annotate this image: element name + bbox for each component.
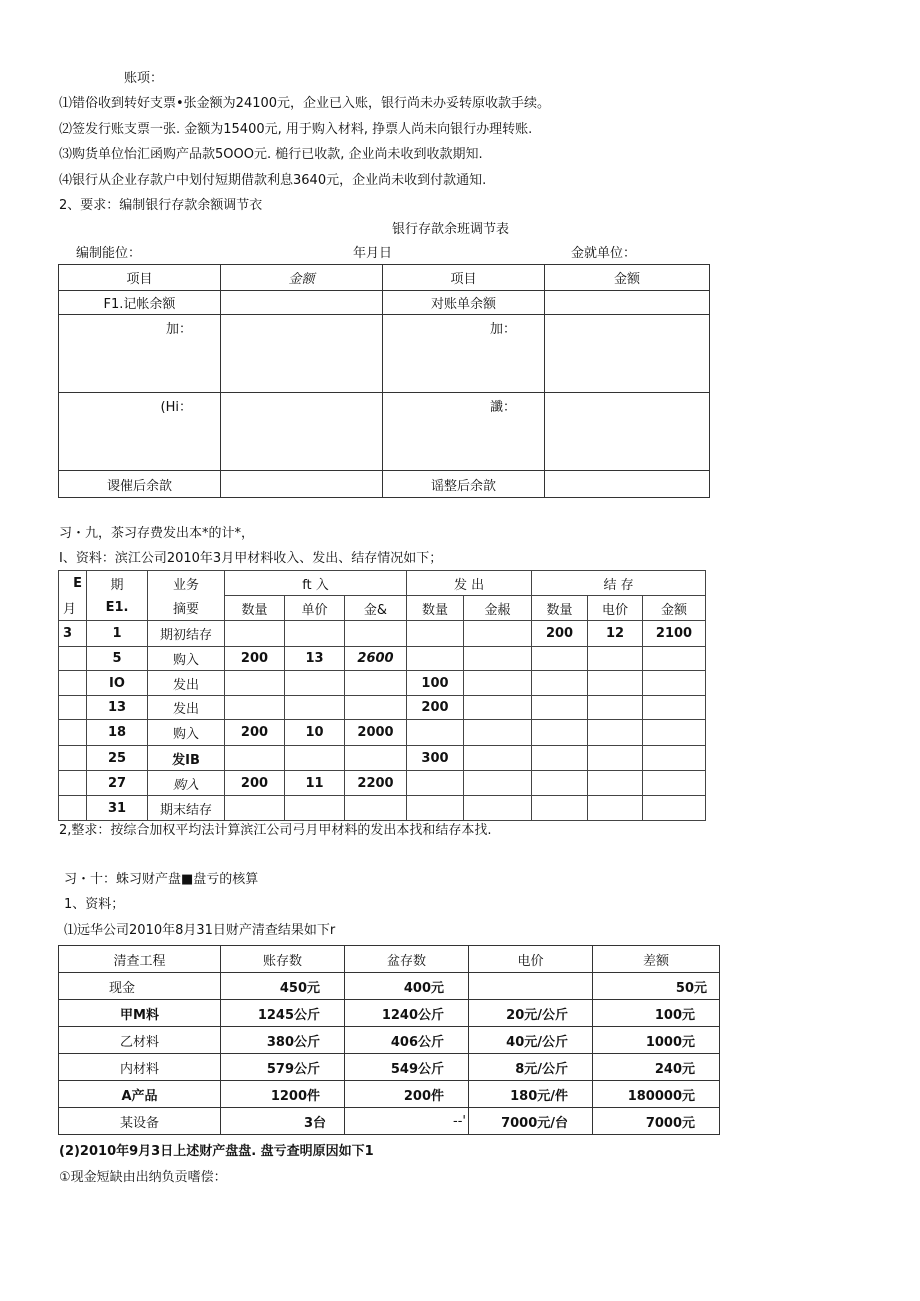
row-book: 450元 — [221, 973, 345, 1000]
col-amount: 金额 — [221, 265, 383, 291]
month-blank — [59, 796, 87, 821]
h-balance: 结 存 — [532, 571, 706, 596]
adjusted-balance-left-value — [221, 471, 383, 498]
row-diff: 180000元 — [593, 1081, 720, 1108]
h-month-2: 月 — [59, 596, 87, 621]
row-diff: 50元 — [593, 973, 720, 1000]
adjusted-balance-right-value — [545, 471, 710, 498]
row-bal-price: 12 — [588, 621, 643, 647]
row-bal-amt — [643, 647, 706, 671]
row-in-amt: 2600 — [345, 647, 407, 671]
row-actual: --' — [345, 1108, 469, 1135]
h-bal-qty: 数量 — [532, 596, 588, 621]
row-in-price — [285, 696, 345, 720]
h-in-amt: 金& — [345, 596, 407, 621]
row-out-amt — [464, 720, 532, 746]
add-left: 加： — [59, 315, 221, 393]
row-diff: 7000元 — [593, 1108, 720, 1135]
row-day: 13 — [87, 696, 148, 720]
col-check-item: 清查工程 — [59, 946, 221, 973]
row-in-qty — [225, 746, 285, 771]
reconciliation-table — [58, 264, 710, 498]
row-in-price — [285, 671, 345, 696]
add-left-value — [221, 315, 383, 393]
statement-balance-label: 对账单余额 — [383, 291, 545, 315]
row-out-amt — [464, 696, 532, 720]
section1-heading: 账项： — [124, 71, 164, 86]
row-in-amt: 2200 — [345, 771, 407, 796]
row-in-amt — [345, 671, 407, 696]
col-unit-price: 电价 — [469, 946, 593, 973]
row-day: 18 — [87, 720, 148, 746]
item-1: ⑴错俗收到转好支票•张金额为24100元，企业已入账，银行尚未办妥转原收款手续。 — [59, 96, 551, 111]
unit-left: 编制能位： — [76, 246, 142, 261]
row-in-price: 11 — [285, 771, 345, 796]
row-in-qty: 200 — [225, 771, 285, 796]
col-item: 项目 — [59, 265, 221, 291]
row-bal-qty — [532, 696, 588, 720]
row-bal-price — [588, 746, 643, 771]
h-out-amt: 金赧 — [464, 596, 532, 621]
row-price: 40元/公斤 — [469, 1027, 593, 1054]
month-blank — [59, 746, 87, 771]
adjusted-balance-right: 谣整后余歆 — [383, 471, 545, 498]
section3-line1: ⑴远华公司2010年8月31日财产清查结果如下r — [64, 923, 336, 938]
row-in-price — [285, 621, 345, 647]
subtract-left: (Hi： — [59, 393, 221, 471]
row-in-amt — [345, 796, 407, 821]
row-desc: 购入 — [148, 720, 225, 746]
row-bal-qty — [532, 771, 588, 796]
h-in-price: 单价 — [285, 596, 345, 621]
row-bal-amt — [643, 696, 706, 720]
row-out-amt — [464, 771, 532, 796]
row-book: 380公斤 — [221, 1027, 345, 1054]
row-desc: 发出 — [148, 671, 225, 696]
row-desc: 购入 — [148, 647, 225, 671]
row-in-qty — [225, 671, 285, 696]
h-day-2: E1. — [87, 596, 148, 621]
row-desc: 发IB — [148, 746, 225, 771]
col-difference: 差额 — [593, 946, 720, 973]
row-out-qty: 200 — [407, 696, 464, 720]
section2-data: I、资料：滨江公司2010年3月甲材料收入、发出、结存情况如下； — [59, 551, 443, 566]
row-actual: 400元 — [345, 973, 469, 1000]
subtract-right: 讖： — [383, 393, 545, 471]
month-blank — [59, 671, 87, 696]
section3-heading: 习・十：蛛习财产盘■盘亏的核算 — [64, 872, 259, 887]
row-diff: 100元 — [593, 1000, 720, 1027]
add-right: 加： — [383, 315, 545, 393]
row-bal-price — [588, 720, 643, 746]
row-item: 现金 — [59, 973, 221, 1000]
subtract-right-value — [545, 393, 710, 471]
row-day: 27 — [87, 771, 148, 796]
row-out-qty — [407, 771, 464, 796]
row-in-price — [285, 796, 345, 821]
h-day: 期 — [87, 571, 148, 596]
section2-heading: 习・九，茶习存费发出本*的计*， — [59, 526, 255, 541]
row-out-amt — [464, 796, 532, 821]
date-label: 年月日 — [353, 246, 393, 261]
h-summary: 摘要 — [148, 596, 225, 621]
row-price: 180元/件 — [469, 1081, 593, 1108]
row-in-price: 13 — [285, 647, 345, 671]
row-in-amt — [345, 746, 407, 771]
row-price: 8元/公斤 — [469, 1054, 593, 1081]
month-blank — [59, 696, 87, 720]
row-bal-qty — [532, 671, 588, 696]
row-item: 甲M料 — [59, 1000, 221, 1027]
subtract-left-value — [221, 393, 383, 471]
h-issue: 发 出 — [407, 571, 532, 596]
row-price — [469, 973, 593, 1000]
col-item-2: 项目 — [383, 265, 545, 291]
col-amount-2: 金额 — [545, 265, 710, 291]
row-day: 25 — [87, 746, 148, 771]
row-in-amt: 2000 — [345, 720, 407, 746]
row-desc: 期初结存 — [148, 621, 225, 647]
section3-line2: (2)2010年9月3日上述财产盘盘. 盘亏查明原因如下1 — [59, 1144, 374, 1159]
row-book: 1200件 — [221, 1081, 345, 1108]
row-bal-amt — [643, 771, 706, 796]
inventory-count-table — [58, 945, 720, 1135]
row-bal-amt — [643, 720, 706, 746]
h-month: E — [59, 571, 87, 596]
row-book: 3台 — [221, 1108, 345, 1135]
table1-title: 银行存歆余班调节表 — [392, 222, 510, 237]
row-out-qty: 100 — [407, 671, 464, 696]
row-out-amt — [464, 746, 532, 771]
row-actual: 406公斤 — [345, 1027, 469, 1054]
row-desc: 期末结存 — [148, 796, 225, 821]
row-bal-price — [588, 647, 643, 671]
row-bal-price — [588, 671, 643, 696]
row-in-price: 10 — [285, 720, 345, 746]
row-out-qty: 300 — [407, 746, 464, 771]
month-blank — [59, 771, 87, 796]
item-3: ⑶购货单位怡汇函购产品款5OOO元. 槌行已收款, 企业尚未收到收款期知. — [59, 147, 483, 162]
row-day: IO — [87, 671, 148, 696]
row-day: 31 — [87, 796, 148, 821]
section3-line3: ①现金短缺由出纳负贡嗜偿： — [59, 1170, 227, 1185]
row-item: A产品 — [59, 1081, 221, 1108]
row-actual: 200件 — [345, 1081, 469, 1108]
row-bal-qty — [532, 647, 588, 671]
row-out-amt — [464, 621, 532, 647]
requirement-2: 2,整求：按综合加权平均法计算滨江公司弓月甲材料的发出本找和结存本找. — [59, 823, 492, 838]
row-bal-qty — [532, 720, 588, 746]
row-bal-price — [588, 771, 643, 796]
row-in-qty — [225, 621, 285, 647]
row-out-qty — [407, 621, 464, 647]
col-book-qty: 账存数 — [221, 946, 345, 973]
row-out-qty — [407, 796, 464, 821]
row-item: 内材料 — [59, 1054, 221, 1081]
row-bal-amt — [643, 746, 706, 771]
row-in-amt — [345, 621, 407, 647]
adjusted-balance-left: 谡催后余歆 — [59, 471, 221, 498]
row-in-price — [285, 746, 345, 771]
row-bal-qty — [532, 746, 588, 771]
row-in-qty: 200 — [225, 647, 285, 671]
row-bal-price — [588, 796, 643, 821]
col-actual-qty: 盆存数 — [345, 946, 469, 973]
row-bal-price — [588, 696, 643, 720]
row-day: 1 — [87, 621, 148, 647]
inventory-table — [58, 570, 706, 821]
requirement-1: 2、要求：编制银行存款余额调节衣 — [59, 198, 263, 213]
row-price: 20元/公斤 — [469, 1000, 593, 1027]
row-actual: 549公斤 — [345, 1054, 469, 1081]
row-out-qty — [407, 647, 464, 671]
month-value: 3 — [59, 621, 87, 647]
row-in-qty — [225, 696, 285, 720]
row-bal-qty — [532, 796, 588, 821]
row-out-amt — [464, 671, 532, 696]
row-diff: 240元 — [593, 1054, 720, 1081]
row-desc: 发出 — [148, 696, 225, 720]
row-bal-qty: 200 — [532, 621, 588, 647]
row-in-amt — [345, 696, 407, 720]
row-out-amt — [464, 647, 532, 671]
row-diff: 1000元 — [593, 1027, 720, 1054]
item-2: ⑵签发行账支票一张. 金额为15400元, 用于购入材料, 挣票人尚未向银行办理转账. — [59, 122, 533, 137]
h-out-qty: 数量 — [407, 596, 464, 621]
row-out-qty — [407, 720, 464, 746]
row-item: 乙材料 — [59, 1027, 221, 1054]
h-bal-amt: 金额 — [643, 596, 706, 621]
row-actual: 1240公斤 — [345, 1000, 469, 1027]
row-book: 1245公斤 — [221, 1000, 345, 1027]
section3-data-heading: 1、资料； — [64, 897, 125, 912]
row-in-qty: 200 — [225, 720, 285, 746]
h-bal-price: 电价 — [588, 596, 643, 621]
h-in-qty: 数量 — [225, 596, 285, 621]
row-bal-amt — [643, 671, 706, 696]
row-day: 5 — [87, 647, 148, 671]
row-item: 某设备 — [59, 1108, 221, 1135]
h-summary-top: 业务 — [148, 571, 225, 596]
unit-right: 金就单位： — [571, 246, 637, 261]
month-blank — [59, 720, 87, 746]
row-in-qty — [225, 796, 285, 821]
statement-balance-value — [545, 291, 710, 315]
item-4: ⑷银行从企业存款户中划付短期借款利息3640元，企业尚未收到付款通知. — [59, 173, 487, 188]
row-price: 7000元/台 — [469, 1108, 593, 1135]
row-bal-amt: 2100 — [643, 621, 706, 647]
month-blank — [59, 647, 87, 671]
book-balance-label: F1.记帐余额 — [59, 291, 221, 315]
book-balance-value — [221, 291, 383, 315]
add-right-value — [545, 315, 710, 393]
row-book: 579公斤 — [221, 1054, 345, 1081]
row-desc: 购入 — [148, 771, 225, 796]
row-bal-amt — [643, 796, 706, 821]
h-income: ft 入 — [225, 571, 407, 596]
